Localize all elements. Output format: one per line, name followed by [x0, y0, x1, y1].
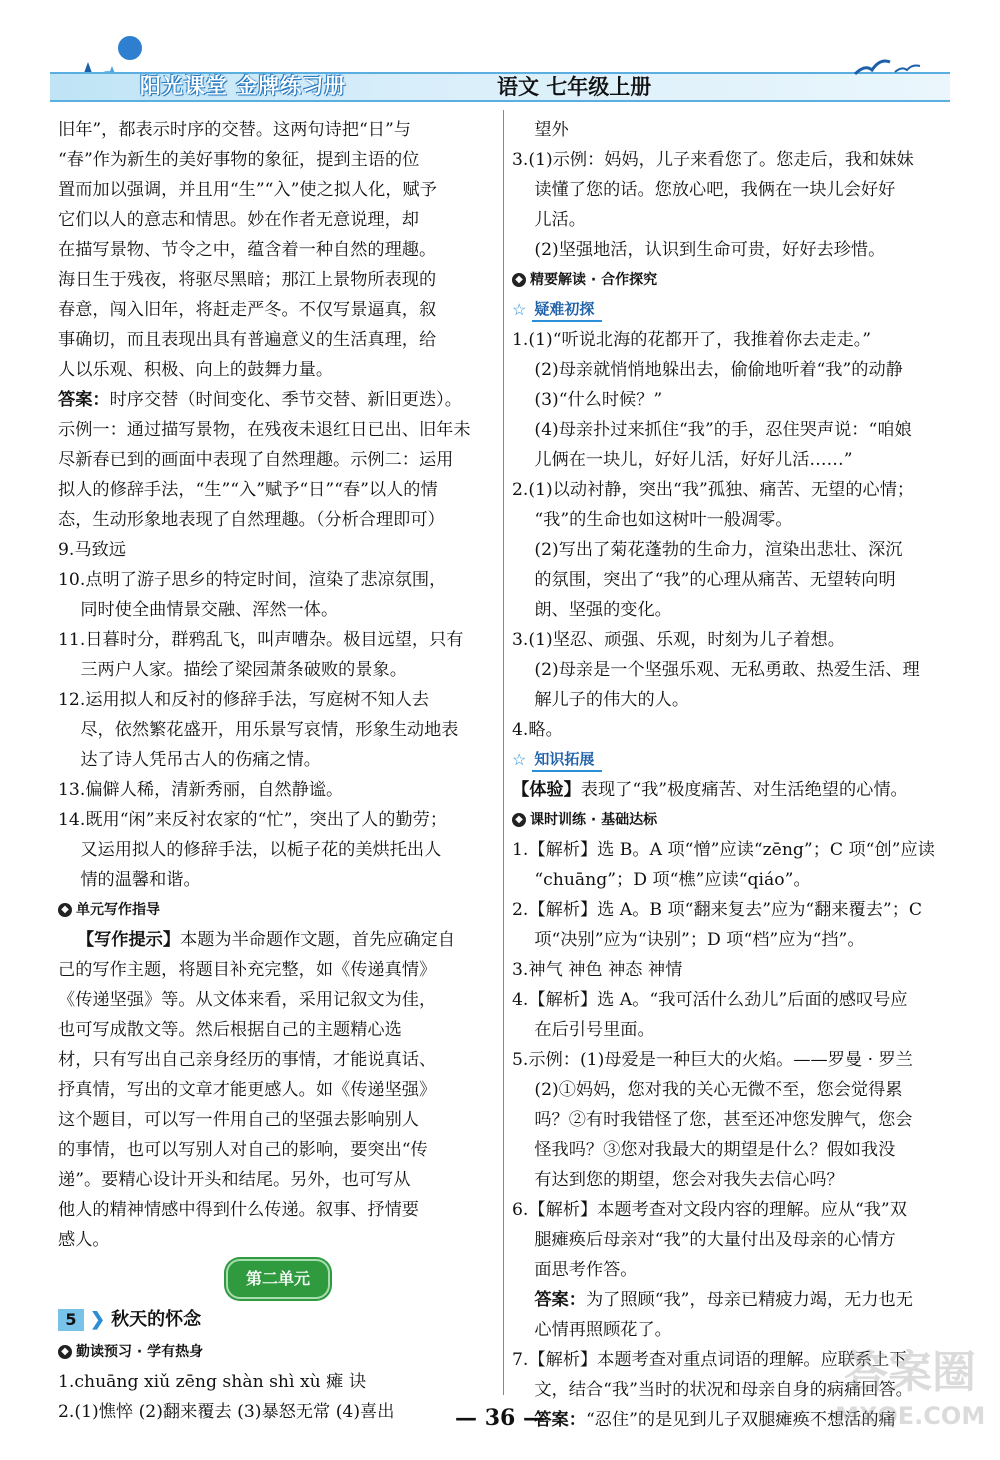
text-line: 在描写景物、节令之中，蕴含着一种自然的理趣。 — [58, 240, 437, 260]
text-line: 怪我吗？③您对我最大的期望是什么？假如我没 — [534, 1140, 896, 1160]
text-line: 示例一：通过描写景物，在残夜未退红日已出、旧年未 — [58, 420, 471, 440]
column-divider — [503, 110, 504, 1395]
text-line: 文，结合“我”当时的状况和母亲自身的病痛回答。 — [534, 1380, 913, 1400]
text-line: 置而加以强调，并且用“生”“入”使之拟人化，赋予 — [58, 180, 437, 200]
unit-badge-wrap — [58, 1255, 498, 1303]
text-line: 6.【解析】本题考查对文段内容的理解。应从“我”双 — [512, 1200, 907, 1220]
text-line: 朗、坚强的变化。 — [534, 600, 672, 620]
answer-label: 答案： — [534, 1410, 586, 1430]
section-heading — [512, 805, 958, 835]
text-line: 同时使全曲情景交融、浑然一体。 — [80, 600, 339, 620]
item-text: 偏僻人稀，清新秀丽，自然静谧。 — [85, 780, 344, 800]
text-line: (2)母亲就悄悄地躲出去，偷偷地听着“我”的动静 — [534, 360, 903, 380]
page-number: — 36 — — [455, 1405, 545, 1431]
experience-line — [512, 775, 958, 805]
text-line: 3.(1)示例：妈妈，儿子来看您了。您走后，我和妹妹 — [512, 150, 914, 170]
text-line: 4.【解析】选 A。“我可活什么劲儿”后面的感叹号应 — [512, 990, 908, 1010]
section-icon: ◆ — [512, 273, 526, 287]
text-line: (2)写出了菊花蓬勃的生命力，渲染出悲壮、深沉 — [534, 540, 903, 560]
subject-title: 语文 七年级上册 — [497, 75, 652, 99]
answer-label: 答案： — [534, 1290, 586, 1310]
text-line: 递”。要精心设计开头和结尾。另外，也可写从 — [58, 1170, 411, 1190]
writing-tip-text: 本题为半命题作文题，首先应确定自 — [180, 930, 456, 950]
experience-text: 表现了“我”极度痛苦、对生活绝望的心情。 — [580, 780, 908, 800]
section-heading — [512, 265, 958, 295]
subsection-heading — [512, 295, 958, 325]
text-line: 《传递坚强》等。从文体来看，采用记叙文为佳， — [58, 990, 437, 1010]
text-line: 旧年”，都表示时序的交替。这两句诗把“日”与 — [58, 120, 411, 140]
star-icon: ☆ — [512, 300, 527, 319]
text-line: 4.略。 — [512, 720, 563, 740]
answer-text: “忍住”的是见到儿子双腿瘫痪不想活的痛 — [585, 1410, 896, 1430]
text-line: 这个题目，可以写一件用自己的坚强去影响别人 — [58, 1110, 419, 1130]
text-line: “我”的生命也如这树叶一般凋零。 — [534, 510, 793, 530]
unit-badge: 第二单元 — [226, 1259, 330, 1299]
list-item — [58, 805, 498, 835]
text-line: 尽新春已到的画面中表现了自然理趣。示例二：运用 — [58, 450, 454, 470]
left-column — [58, 115, 498, 1427]
text-line: (2)母亲是一个坚强乐观、无私勇敢、热爱生活、理 — [534, 660, 920, 680]
text-line: 2.(1)憔悴 (2)翻来覆去 (3)暴怒无常 (4)喜出 — [58, 1402, 395, 1422]
watermark — [835, 1345, 985, 1455]
answer-text: 时序交替（时间变化、季节交替、新旧更迭）。 — [109, 390, 462, 410]
text-line: 7.【解析】本题考查对重点词语的理解。应联系上下 — [512, 1350, 907, 1370]
text-line: (4)母亲扑过来抓住“我”的手，忍住哭声说：“咱娘 — [534, 420, 912, 440]
section-title: 课时训练 · 基础达标 — [530, 812, 658, 828]
answer-line — [58, 385, 498, 415]
text-line: 的氛围，突出了“我”的心理从痛苦、无望转向明 — [534, 570, 896, 590]
section-title: 精要解读 · 合作探究 — [530, 272, 658, 288]
page-header — [50, 34, 955, 104]
lesson-heading — [58, 1303, 498, 1337]
list-item — [58, 775, 498, 805]
text-line: 儿活。 — [534, 210, 586, 230]
item-number: 14. — [58, 810, 86, 830]
answer-line — [512, 1285, 958, 1315]
text-line: 在后引号里面。 — [534, 1020, 655, 1040]
text-line: 春意，闯入旧年，将赶走严冬。不仅写景逼真，叙 — [58, 300, 437, 320]
text-line: 5.示例：(1)母爱是一种巨大的火焰。——罗曼 · 罗兰 — [512, 1050, 913, 1070]
section-icon: ◆ — [58, 903, 72, 917]
item-number: 9. — [58, 540, 75, 560]
text-line: 事确切，而且表现出具有普遍意义的生活真理，给 — [58, 330, 437, 350]
right-column — [512, 115, 958, 1435]
text-line: 腿瘫痪后母亲对“我”的大量付出及母亲的心情方 — [534, 1230, 896, 1250]
text-line: 的事情，也可以写别人对自己的影响，要突出“传 — [58, 1140, 428, 1160]
subsection-heading — [512, 745, 958, 775]
list-item — [58, 535, 498, 565]
text-line: 尽，依然繁花盛开，用乐景写哀情，形象生动地表 — [80, 720, 459, 740]
text-line: 己的写作主题，将题目补充完整，如《传递真情》 — [58, 960, 437, 980]
text-line: 1.chuāng xiǔ zēng shàn shì xù 瘫 诀 — [58, 1372, 367, 1392]
section-icon: ◆ — [512, 813, 526, 827]
text-line: “春”作为新生的美好事物的象征，提到主语的位 — [58, 150, 420, 170]
text-line: 三两户人家。描绘了梁园萧条破败的景象。 — [80, 660, 407, 680]
text-line: (3)“什么时候？” — [534, 390, 663, 410]
book-title: 阳光课堂 金牌练习册 — [140, 74, 347, 98]
item-text: 点明了游子思乡的特定时间，渲染了悲凉氛围， — [85, 570, 447, 590]
text-line: 面思考作答。 — [534, 1260, 638, 1280]
section-heading — [58, 1337, 498, 1367]
text-line: 儿俩在一块儿，好好儿活，好好儿活……” — [534, 450, 853, 470]
chevron-right-icon: ❯ — [90, 1309, 106, 1330]
item-number: 13. — [58, 780, 86, 800]
text-line: 态，生动形象地表现了自然理趣。（分析合理即可） — [58, 510, 445, 530]
item-text: 马致远 — [74, 540, 126, 560]
item-number: 12. — [58, 690, 86, 710]
text-line: 解儿子的伟大的人。 — [534, 690, 690, 710]
watermark-line-2: MXQE.COM — [835, 1402, 986, 1430]
text-line: (2)①妈妈，您对我的关心无微不至，您会觉得累 — [534, 1080, 903, 1100]
item-text: 运用拟人和反衬的修辞手法，写庭树不知人去 — [85, 690, 430, 710]
text-line: 心情再照顾花了。 — [534, 1320, 672, 1340]
text-line: 也可写成散文等。然后根据自己的主题精心选 — [58, 1020, 402, 1040]
text-line: 2.【解析】选 A。B 项“翻来复去”应为“翻来覆去”；C — [512, 900, 923, 920]
subsection-title: 疑难初探 — [532, 298, 602, 322]
list-item — [58, 625, 498, 655]
subsection-title: 知识拓展 — [532, 748, 602, 772]
text-line: 人以乐观、积极、向上的鼓舞力量。 — [58, 360, 334, 380]
answer-text: 为了照顾“我”，母亲已精疲力竭，无力也无 — [585, 1290, 913, 1310]
text-line: 读懂了您的话。您放心吧，我俩在一块儿会好好 — [534, 180, 896, 200]
watermark-line-1: 答案圈 — [844, 1347, 976, 1398]
item-text: 日暮时分，群鸦乱飞，叫声嘈杂。极目远望，只有 — [85, 630, 464, 650]
text-line: 海日生于残夜，将驱尽黑暗；那江上景物所表现的 — [58, 270, 437, 290]
item-number: 11. — [58, 630, 86, 650]
text-line: (2)坚强地活，认识到生命可贵，好好去珍惜。 — [534, 240, 886, 260]
text-line: 材，只有写出自己亲身经历的事情，才能说真话、 — [58, 1050, 437, 1070]
text-line: 望外 — [534, 120, 569, 140]
writing-tip-label: 【写作提示】 — [76, 930, 181, 950]
text-line: 达了诗人凭吊古人的伤痛之情。 — [80, 750, 321, 770]
text-line: 又运用拟人的修辞手法，以栀子花的美烘托出人 — [80, 840, 442, 860]
list-item — [58, 565, 498, 595]
section-icon: ◆ — [58, 1345, 72, 1359]
text-line: 它们以人的意志和情思。妙在作者无意说理，却 — [58, 210, 419, 230]
text-line: 感人。 — [58, 1230, 110, 1250]
text-line: “chuāng”；D 项“樵”应读“qiáo”。 — [534, 870, 811, 890]
text-line: 吗？②有时我错怪了您，甚至还冲您发脾气，您会 — [534, 1110, 913, 1130]
answer-label: 答案： — [58, 390, 110, 410]
text-line: 拟人的修辞手法，“生”“入”赋予“日”“春”以人的情 — [58, 480, 438, 500]
lesson-number: 5 — [58, 1309, 84, 1331]
text-line: 他人的精神情感中得到什么传递。叙事、抒情要 — [58, 1200, 419, 1220]
text-line: 情的温馨和谐。 — [80, 870, 201, 890]
lesson-title: 秋天的怀念 — [111, 1309, 202, 1330]
section-title: 勤读预习 · 学有热身 — [76, 1344, 204, 1360]
item-text: 既用“闲”来反衬农家的“忙”，突出了人的勤劳； — [85, 810, 448, 830]
birds-icon — [850, 52, 930, 82]
text-line: 有达到您的期望，您会对我失去信心吗？ — [534, 1170, 844, 1190]
list-item — [58, 685, 498, 715]
text-line: 抒真情，写出的文章才能更感人。如《传递坚强》 — [58, 1080, 437, 1100]
writing-tip-line — [58, 925, 498, 955]
star-icon: ☆ — [512, 750, 527, 769]
text-line: 3.神气 神色 神态 神情 — [512, 960, 683, 980]
text-line: 1.(1)“听说北海的花都开了，我推着你去走走。” — [512, 330, 872, 350]
text-line: 项“决别”应为“诀别”；D 项“档”应为“挡”。 — [534, 930, 865, 950]
item-number: 10. — [58, 570, 86, 590]
section-title: 单元写作指导 — [76, 902, 160, 918]
experience-label: 【体验】 — [512, 780, 581, 800]
text-line: 2.(1)以动衬静，突出“我”孤独、痛苦、无望的心情； — [512, 480, 915, 500]
text-line: 1.【解析】选 B。A 项“憎”应读“zēng”；C 项“创”应读 — [512, 840, 935, 860]
text-line: 3.(1)坚忍、顽强、乐观，时刻为儿子着想。 — [512, 630, 845, 650]
section-heading — [58, 895, 498, 925]
